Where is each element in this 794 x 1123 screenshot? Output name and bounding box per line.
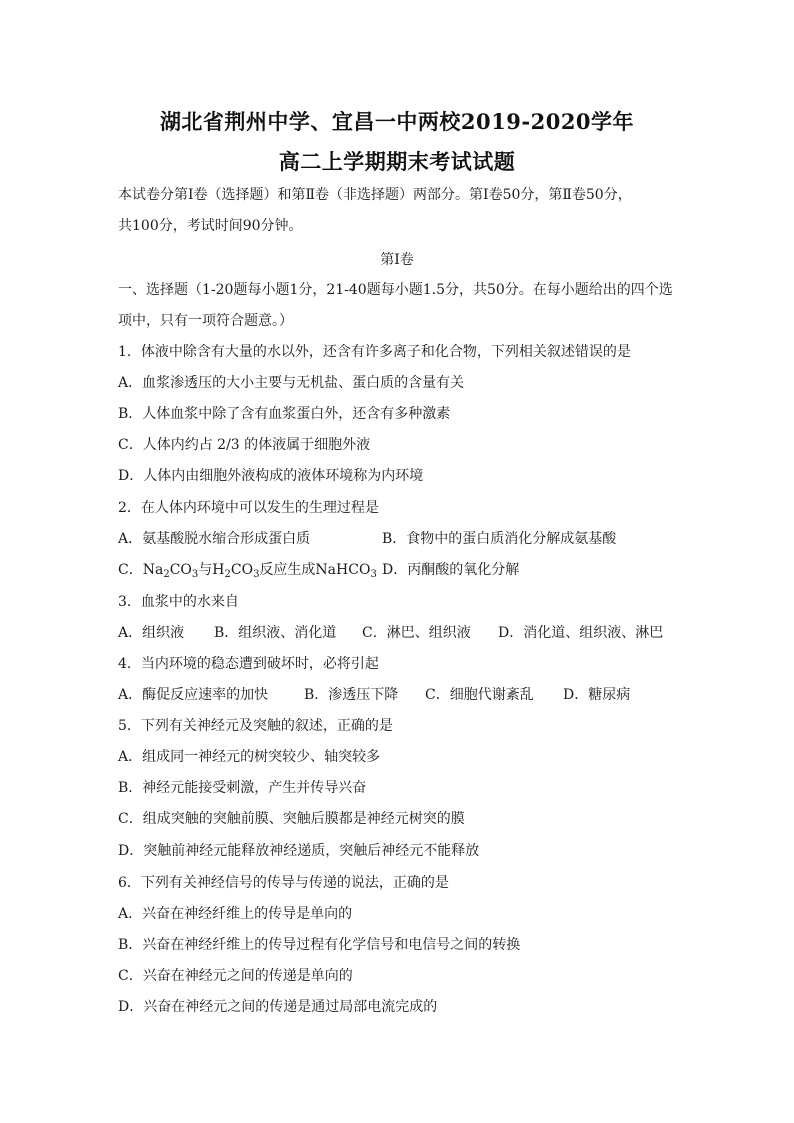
question-5-stem: 5．下列有关神经元及突触的叙述，正确的是 [118,718,393,734]
question-1-option-d: D．人体内由细胞外液构成的液体环境称为内环境 [118,468,424,484]
question-2-stem: 2．在人体内环境中可以发生的生理过程是 [118,500,379,516]
section-instructions-line-2: 项中，只有一项符合题意。） [118,313,293,329]
question-3-option-b: B．组织液、消化道 [214,625,337,641]
question-4-option-d: D．糖尿病 [563,687,631,703]
question-6-option-b: B．兴奋在神经纤维上的传导过程有化学信号和电信号之间的转换 [118,937,521,953]
question-1-option-c: C．人体内约占 2/3 的体液属于细胞外液 [118,437,371,453]
question-5-option-a: A．组成同一神经元的树突较少、轴突较多 [118,749,381,765]
question-4-stem: 4．当内环境的稳态遭到破坏时，必将引起 [118,656,379,672]
question-2-option-c-part-1: CO [169,562,192,578]
question-4-option-a: A．酶促反应速率的加快 [118,687,269,703]
question-2-option-c-sub-1: 2 [163,569,170,580]
question-3-option-d: D．消化道、组织液、淋巴 [498,625,664,641]
question-1-option-b: B．人体血浆中除了含有血浆蛋白外，还含有多种激素 [118,406,451,422]
question-5-option-b: B．神经元能接受刺激，产生并传导兴奋 [118,780,367,796]
question-2-option-b: B．食物中的蛋白质消化分解成氨基酸 [382,531,617,547]
question-2-option-c-sub-2: 3 [191,569,199,580]
question-5-option-d: D．突触前神经元能释放神经递质，突触后神经元不能释放 [118,843,480,859]
question-2-option-c-part-3: CO [230,562,254,578]
question-2-option-a: A．氨基酸脱水缩合形成蛋白质 [118,531,311,547]
question-3-stem: 3．血浆中的水来自 [118,594,239,610]
question-3-option-a: A．组织液 [118,625,185,641]
question-5-option-c: C．组成突触的突触前膜、突触后膜都是神经元树突的膜 [118,811,465,827]
question-1-option-a: A．血浆渗透压的大小主要与无机盐、蛋白质的含量有关 [118,375,465,391]
question-6-option-d: D．兴奋在神经元之间的传递是通过局部电流完成的 [118,999,438,1015]
question-2-option-d: D．丙酮酸的氧化分解 [382,562,520,578]
question-2-option-c-part-2: 与H [198,562,225,578]
part-label: 第Ⅰ卷 [380,252,414,268]
question-3-option-c: C．淋巴、组织液 [362,625,471,641]
question-2-option-c-part-4: 反应生成NaHCO [259,562,371,578]
exam-title-line-1: 湖北省荆州中学、宜昌一中两校2019-2020学年 [159,109,635,134]
question-2-option-c [118,561,377,579]
exam-title-line-2: 高二上学期期末考试试题 [278,149,516,174]
question-2-option-c-prefix: C．Na [118,562,164,578]
question-6-option-a: A．兴奋在神经纤维上的传导是单向的 [118,906,353,922]
section-instructions-line-1: 一、选择题（1-20题每小题1分，21-40题每小题1.5分，共50分。在每小题给出的四个选 [118,282,673,298]
intro-line-2: 共100分，考试时间90分钟。 [118,218,303,234]
question-2-option-c-sub-3: 2 [224,569,231,580]
question-4-option-c: C．细胞代谢紊乱 [425,687,534,703]
question-2-option-c-sub-4: 3 [253,569,260,580]
question-4-option-b: B．渗透压下降 [304,687,399,703]
question-6-option-c: C．兴奋在神经元之间的传递是单向的 [118,968,353,984]
question-2-option-c-sub-5: 3 [370,569,377,580]
intro-line-1: 本试卷分第Ⅰ卷（选择题）和第Ⅱ卷（非选择题）两部分。第Ⅰ卷50分，第Ⅱ卷50分， [118,187,632,203]
question-1-stem: 1．体液中除含有大量的水以外，还含有许多离子和化合物，下列相关叙述错误的是 [118,344,631,360]
question-6-stem: 6．下列有关神经信号的传导与传递的说法，正确的是 [118,875,449,891]
